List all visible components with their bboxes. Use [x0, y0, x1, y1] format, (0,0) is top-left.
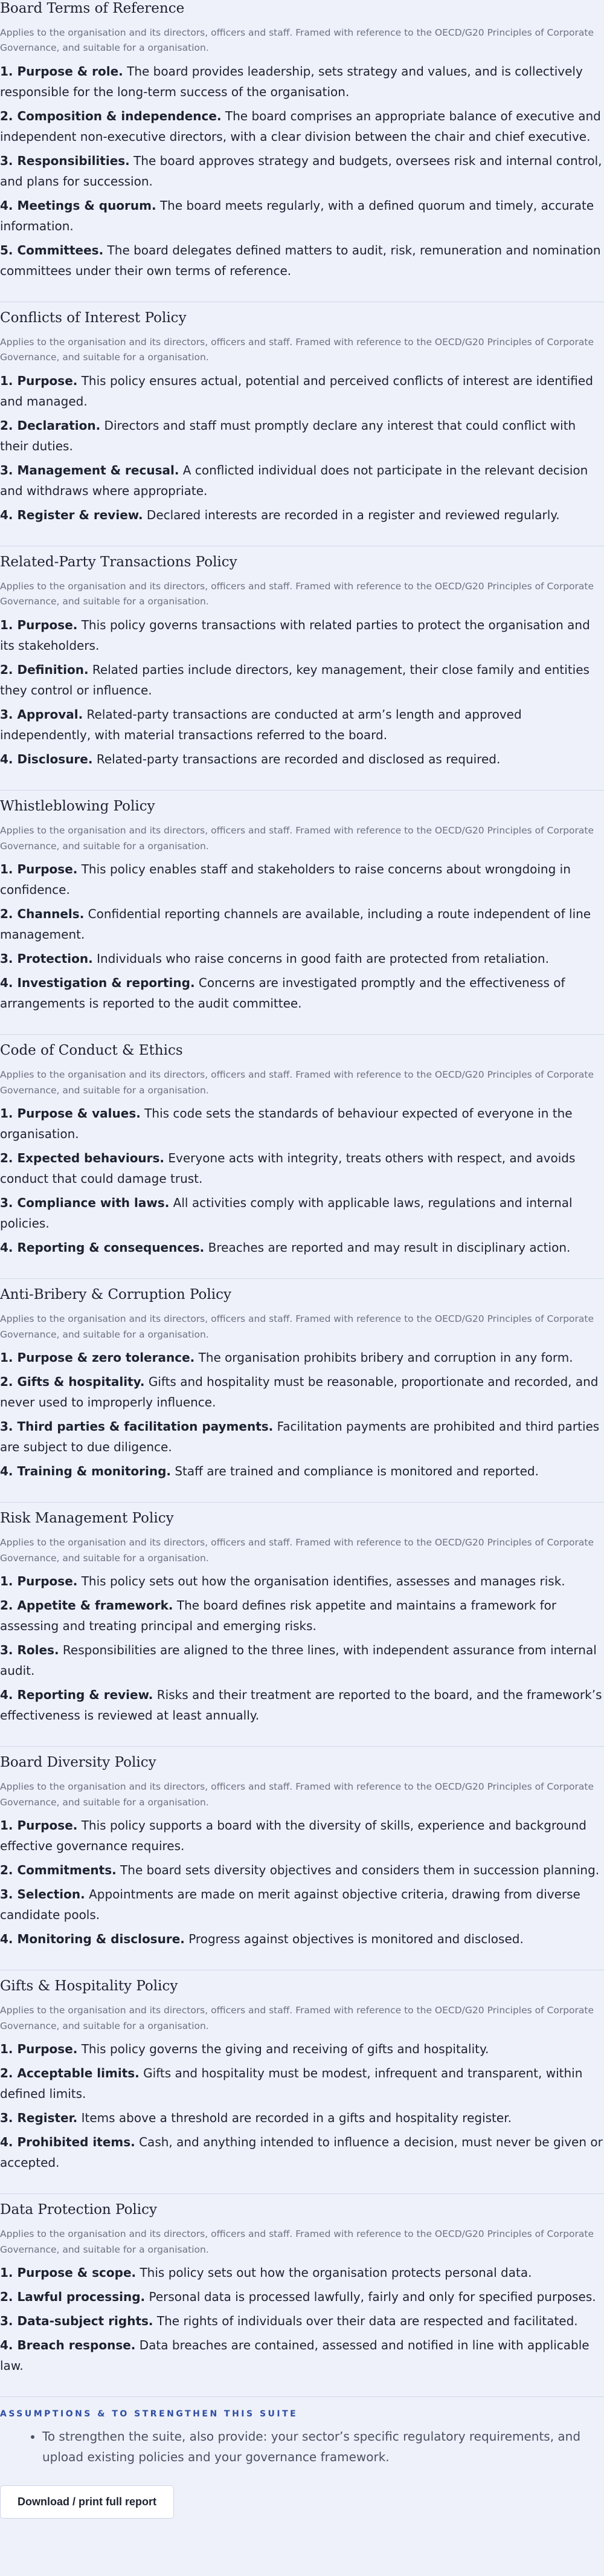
clause-heading: 1. Purpose.	[0, 618, 78, 633]
policy-intro: Applies to the organisation and its directors, officers and staff. Framed with reference to the OECD/G20 Principles of Corporate Governance, and suitable for a organisation.	[0, 824, 594, 852]
policy-intro: Applies to the organisation and its directors, officers and staff. Framed with reference to the OECD/G20 Principles of Corporate Governance, and suitable for a organisation.	[0, 2005, 594, 2031]
clause-heading: 5. Committees.	[0, 243, 104, 258]
clause-text: This policy sets out how the organisation identifies, assesses and manages risk.	[77, 1574, 565, 1589]
clause-text: Related parties include directors, key management, their close family and entities they control or influence.	[0, 662, 590, 698]
clause-text: Gifts and hospitality must be reasonable, proportionate and recorded, and never used to improperly influence.	[0, 1374, 599, 1410]
policy-clause	[0, 749, 604, 769]
clause-heading: 3. Register.	[0, 2111, 78, 2126]
policy-clause	[0, 948, 604, 969]
clause-heading: 4. Reporting & consequences.	[0, 1240, 205, 1255]
clause-heading: 2. Expected behaviours.	[0, 1151, 165, 1166]
policy-section	[0, 302, 604, 546]
clause-heading: 2. Declaration.	[0, 418, 101, 433]
policy-clause	[0, 1929, 604, 1949]
policy-clause	[0, 1461, 604, 1481]
policy-clause	[0, 460, 604, 501]
clause-heading: 1. Purpose.	[0, 1574, 78, 1589]
clause-text: Gifts and hospitality must be modest, infrequent and transparent, within defined limits.	[0, 2066, 583, 2102]
clause-heading: 1. Purpose.	[0, 2042, 78, 2057]
clause-text: Responsibilities are aligned to the three lines, with independent assurance from internal audit.	[0, 1643, 597, 1678]
policy-intro: Applies to the organisation and its directors, officers and staff. Framed with reference to the OECD/G20 Principles of Corporate Governance, and suitable for a organisation.	[0, 2228, 594, 2255]
download-report-button[interactable]: Download / print full report	[0, 2485, 174, 2519]
policy-title: Gifts & Hospitality Policy	[0, 1978, 178, 1995]
policy-intro: Applies to the organisation and its directors, officers and staff. Framed with reference to the OECD/G20 Principles of Corporate Governance, and suitable for a organisation.	[0, 1536, 594, 1564]
clause-heading: 2. Gifts & hospitality.	[0, 1374, 145, 1390]
clause-heading: 3. Data-subject rights.	[0, 2314, 153, 2329]
clause-text: Personal data is processed lawfully, fairly and only for specified purposes.	[145, 2290, 596, 2305]
policy-clause	[0, 106, 604, 147]
clause-heading: 1. Purpose.	[0, 862, 78, 877]
clause-text: The board comprises an appropriate balance of executive and independent non-executive directors, with a clear division between the chair and chief executive.	[0, 109, 601, 144]
clause-heading: 3. Third parties & facilitation payments.	[0, 1419, 274, 1434]
clause-heading: 1. Purpose & scope.	[0, 2265, 137, 2280]
policy-clause	[0, 2132, 604, 2173]
policy-title: Conflicts of Interest Policy	[0, 310, 187, 326]
clause-text: Breaches are reported and may result in disciplinary action.	[204, 1240, 571, 1255]
clause-heading: 1. Purpose.	[0, 374, 78, 389]
policy-section	[0, 2194, 604, 2397]
clause-heading: 2. Composition & independence.	[0, 109, 222, 124]
policy-clause	[0, 2335, 604, 2376]
policy-clause	[0, 1640, 604, 1681]
clause-text: Related-party transactions are recorded and disclosed as required.	[92, 752, 501, 767]
clause-text: Individuals who raise concerns in good faith are protected from retaliation.	[92, 951, 549, 966]
clause-text: Data breaches are contained, assessed and notified in line with applicable law.	[0, 2338, 590, 2374]
clause-heading: 2. Commitments.	[0, 1863, 117, 1878]
policy-section	[0, 1279, 604, 1503]
policy-intro: Applies to the organisation and its directors, officers and staff. Framed with reference to the OECD/G20 Principles of Corporate Governance, and suitable for a organisation.	[0, 580, 594, 607]
clause-heading: 4. Training & monitoring.	[0, 1464, 171, 1479]
policy-clause	[0, 195, 604, 236]
clause-heading: 3. Approval.	[0, 707, 83, 722]
policy-clause	[0, 615, 604, 656]
clause-text: This policy supports a board with the diversity of skills, experience and background effective governance requires.	[0, 1818, 586, 1854]
policy-title: Code of Conduct & Ethics	[0, 1043, 183, 1059]
assumptions-heading: ASSUMPTIONS & TO STRENGTHEN THIS SUITE	[0, 2409, 298, 2419]
policy-clause	[0, 2039, 604, 2059]
policy-section	[0, 1747, 604, 1970]
clause-heading: 4. Register & review.	[0, 508, 143, 523]
policy-clause	[0, 505, 604, 525]
clause-heading: 4. Investigation & reporting.	[0, 976, 195, 991]
clause-text: The rights of individuals over their data are respected and facilitated.	[153, 2314, 578, 2329]
policy-section	[0, 791, 604, 1035]
policy-clause	[0, 972, 604, 1014]
clause-heading: 4. Disclosure.	[0, 752, 93, 767]
clause-heading: 3. Selection.	[0, 1887, 85, 1902]
policy-clause	[0, 1416, 604, 1457]
clause-text: The board sets diversity objectives and considers them in succession planning.	[116, 1863, 600, 1878]
clause-text: Risks and their treatment are reported to the board, and the framework’s effectiveness is reviewed at least annually.	[0, 1688, 602, 1723]
policy-clause	[0, 1571, 604, 1591]
clause-heading: 1. Purpose & values.	[0, 1106, 141, 1121]
policy-clause	[0, 1371, 604, 1413]
policy-title: Board Terms of Reference	[0, 1, 185, 16]
policy-title: Data Protection Policy	[0, 2202, 158, 2218]
policy-clause	[0, 1884, 604, 1925]
clause-heading: 4. Breach response.	[0, 2338, 136, 2353]
clause-heading: 3. Roles.	[0, 1643, 59, 1658]
policy-title: Board Diversity Policy	[0, 1755, 156, 1771]
policy-title: Risk Management Policy	[0, 1510, 174, 1527]
clause-text: This policy sets out how the organisation protects personal data.	[136, 2265, 532, 2280]
clause-text: A conflicted individual does not participate in the relevant decision and withdraws where appropriate.	[0, 463, 588, 499]
clause-text: The board meets regularly, with a defined quorum and timely, accurate information.	[0, 198, 594, 234]
policy-clause	[0, 61, 604, 102]
policy-clause	[0, 2286, 604, 2307]
policy-clause	[0, 1237, 604, 1258]
policy-intro: Applies to the organisation and its directors, officers and staff. Framed with reference to the OECD/G20 Principles of Corporate Governance, and suitable for a organisation.	[0, 1781, 594, 1808]
clause-text: Items above a threshold are recorded in a gifts and hospitality register.	[77, 2111, 512, 2126]
policy-clause	[0, 2108, 604, 2128]
clause-text: This policy governs the giving and receiving of gifts and hospitality.	[77, 2042, 489, 2057]
policy-clause	[0, 415, 604, 456]
clause-heading: 1. Purpose.	[0, 1818, 78, 1833]
clause-heading: 2. Channels.	[0, 907, 85, 922]
policy-clause	[0, 704, 604, 745]
policy-clause	[0, 1595, 604, 1636]
policy-section	[0, 1503, 604, 1747]
clause-text: Cash, and anything intended to influence a decision, must never be given or accepted.	[0, 2135, 603, 2170]
clause-text: Facilitation payments are prohibited and third parties are subject to due diligence.	[0, 1419, 600, 1455]
assumption-item: • To strengthen the suite, also provide: your sector’s specific regulatory requirements, and upload existing policies and your governance framework.	[42, 2426, 604, 2467]
policy-intro: Applies to the organisation and its directors, officers and staff. Framed with reference to the OECD/G20 Principles of Corporate Governance, and suitable for a organisation.	[0, 336, 594, 363]
policy-clause	[0, 2262, 604, 2283]
clause-text: Directors and staff must promptly declare any interest that could conflict with their duties.	[0, 418, 576, 454]
clause-text: This policy ensures actual, potential and perceived conflicts of interest are identified and managed.	[0, 374, 593, 409]
clause-heading: 2. Acceptable limits.	[0, 2066, 140, 2081]
clause-heading: 3. Responsibilities.	[0, 154, 130, 169]
clause-heading: 3. Protection.	[0, 951, 93, 966]
policy-clause	[0, 1860, 604, 1880]
policy-title: Anti-Bribery & Corruption Policy	[0, 1287, 231, 1303]
clause-text: Declared interests are recorded in a register and reviewed regularly.	[143, 508, 560, 523]
policy-clause	[0, 371, 604, 412]
assumptions-list	[0, 2426, 604, 2467]
policy-clause	[0, 1193, 604, 1234]
clause-heading: 4. Prohibited items.	[0, 2135, 135, 2150]
clause-heading: 4. Monitoring & disclosure.	[0, 1932, 185, 1947]
clause-heading: 2. Definition.	[0, 662, 89, 678]
clause-text: The board delegates defined matters to audit, risk, remuneration and nomination committees under their own terms of reference.	[0, 243, 601, 279]
clause-heading: 4. Meetings & quorum.	[0, 198, 156, 213]
policy-clause	[0, 2063, 604, 2104]
clause-text: The board approves strategy and budgets, oversees risk and internal control, and plans for succession.	[0, 154, 602, 189]
clause-text: Concerns are investigated promptly and the effectiveness of arrangements is reported to the audit committee.	[0, 976, 565, 1011]
clause-text: Confidential reporting channels are available, including a route independent of line management.	[0, 907, 591, 942]
clause-heading: 2. Lawful processing.	[0, 2290, 146, 2305]
clause-text: Everyone acts with integrity, treats others with respect, and avoids conduct that could damage trust.	[0, 1151, 576, 1186]
clause-text: Appointments are made on merit against objective criteria, drawing from diverse candidate pools.	[0, 1887, 580, 1923]
clause-heading: 4. Reporting & review.	[0, 1688, 153, 1703]
policy-section	[0, 0, 604, 302]
policy-clause	[0, 1148, 604, 1189]
policy-section	[0, 1970, 604, 2194]
policy-clause	[0, 659, 604, 701]
policy-clause	[0, 859, 604, 900]
clause-heading: 1. Purpose & zero tolerance.	[0, 1350, 195, 1365]
clause-text: Progress against objectives is monitored and disclosed.	[184, 1932, 524, 1947]
clause-heading: 2. Appetite & framework.	[0, 1598, 173, 1613]
clause-heading: 3. Compliance with laws.	[0, 1196, 170, 1211]
policy-title: Whistleblowing Policy	[0, 798, 155, 815]
clause-text: The board defines risk appetite and maintains a framework for assessing and treating principal and emerging risks.	[0, 1598, 557, 1634]
clause-text: All activities comply with applicable laws, regulations and internal policies.	[0, 1196, 573, 1231]
clause-text: The board provides leadership, sets strategy and values, and is collectively responsible for the long-term success of the organisation.	[0, 64, 583, 100]
policy-clause	[0, 150, 604, 192]
clause-text: This policy governs transactions with related parties to protect the organisation and its stakeholders.	[0, 618, 590, 653]
clause-text: This policy enables staff and stakeholders to raise concerns about wrongdoing in confidence.	[0, 862, 571, 898]
assumptions-section	[0, 2397, 604, 2478]
policy-clause	[0, 1684, 604, 1726]
clause-text: This code sets the standards of behaviour expected of everyone in the organisation.	[0, 1106, 573, 1142]
clause-heading: 3. Management & recusal.	[0, 463, 179, 478]
policy-clause	[0, 240, 604, 281]
policy-intro: Applies to the organisation and its directors, officers and staff. Framed with reference to the OECD/G20 Principles of Corporate Governance, and suitable for a organisation.	[0, 1069, 594, 1096]
policy-section	[0, 1035, 604, 1279]
clause-text: Staff are trained and compliance is monitored and reported.	[171, 1464, 539, 1479]
policy-clause	[0, 1815, 604, 1856]
policy-section	[0, 546, 604, 791]
clause-text: The organisation prohibits bribery and corruption in any form.	[194, 1350, 573, 1365]
policy-clause	[0, 2311, 604, 2331]
policy-clause	[0, 1103, 604, 1144]
clause-text: Related-party transactions are conducted at arm’s length and approved independently, with material transactions referred to the board.	[0, 707, 522, 743]
policy-intro: Applies to the organisation and its directors, officers and staff. Framed with reference to the OECD/G20 Principles of Corporate Governance, and suitable for a organisation.	[0, 27, 594, 54]
policy-intro: Applies to the organisation and its directors, officers and staff. Framed with reference to the OECD/G20 Principles of Corporate Governance, and suitable for a organisation.	[0, 1313, 594, 1340]
policy-clause	[0, 1347, 604, 1368]
clause-heading: 1. Purpose & role.	[0, 64, 123, 79]
policy-clause	[0, 904, 604, 945]
policy-title: Related-Party Transactions Policy	[0, 554, 237, 571]
